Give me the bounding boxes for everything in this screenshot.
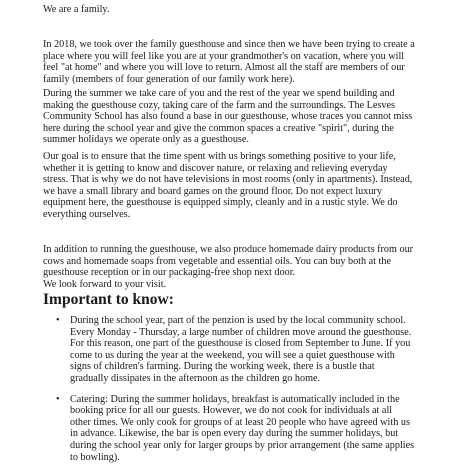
paragraph-products [43,244,415,290]
bullet-icon: • [56,393,60,405]
paragraph-goal: Our goal is to ensure that the time spent with us brings something positive to your life, whether it is getting to know and discover nature, or relaxing and relieving everyday stress. That is why we do not have televisions in most rooms (only in apartments). Instead, we have a small library and board games on the ground floor. Do not expect luxury equipment here, the guesthouse is equipped simply, cleanly and in a rustic style. We do everything ourselves. [43,151,413,220]
bullet-icon: • [56,315,60,326]
list-item [43,394,415,464]
paragraph-products-text: In addition to running the guesthouse, we also produce homemade dairy products from our cows and homemade soaps from vegetable and essential oils. You can buy both at the guesthouse reception or in our packaging-free shop next door. We look forward to your visit. [43,244,414,290]
list-item-text: Catering: During the summer holidays, breakfast is automatically included in the booking price for all our guests. However, we do not cook for individuals at all other times. We only cook for groups of at least 20 people who have agreed with us in advance. Likewise, the bar is open every day during the summer holidays, but during the school year only for larger groups by prior arrangement (the same applies to bowling). [70,393,415,463]
list-item-text: During the school year, part of the penzion is used by the local community school. Every Monday - Thursday, a large number of children move around the guesthouse. For this reason, one part of the guesthouse is closed from September to June. If you come to us during the year at the weekend, you will see a quiet guesthouse with signs of children's farming. During the working week, there is a bustle that gradually dissipates in the afternoon as the children go home. [70,315,412,384]
important-title: Important to know: [43,291,174,308]
important-list [43,315,415,472]
list-item [43,315,415,385]
paragraph-seasons: During the summer we take care of you and the rest of the year we spend building and making the guesthouse cozy, taking care of the farm and the surroundings. The Lesves Community School has also found a base in our guesthouse, whose traces you cannot miss here during the school year and give the common spaces a creative "spirit", during the summer holidays we operate only as a guesthouse. [43,88,413,146]
paragraph-history: In 2018, we took over the family guesthouse and since then we have been trying to create a place where you will feel like you are at your grandmother's on vacation, where you will feel "at home" and where you will love to return. Almost all the staff are members of our family (members of four generation of our family work here). [43,39,415,85]
intro-heading: We are a family. [43,4,110,15]
